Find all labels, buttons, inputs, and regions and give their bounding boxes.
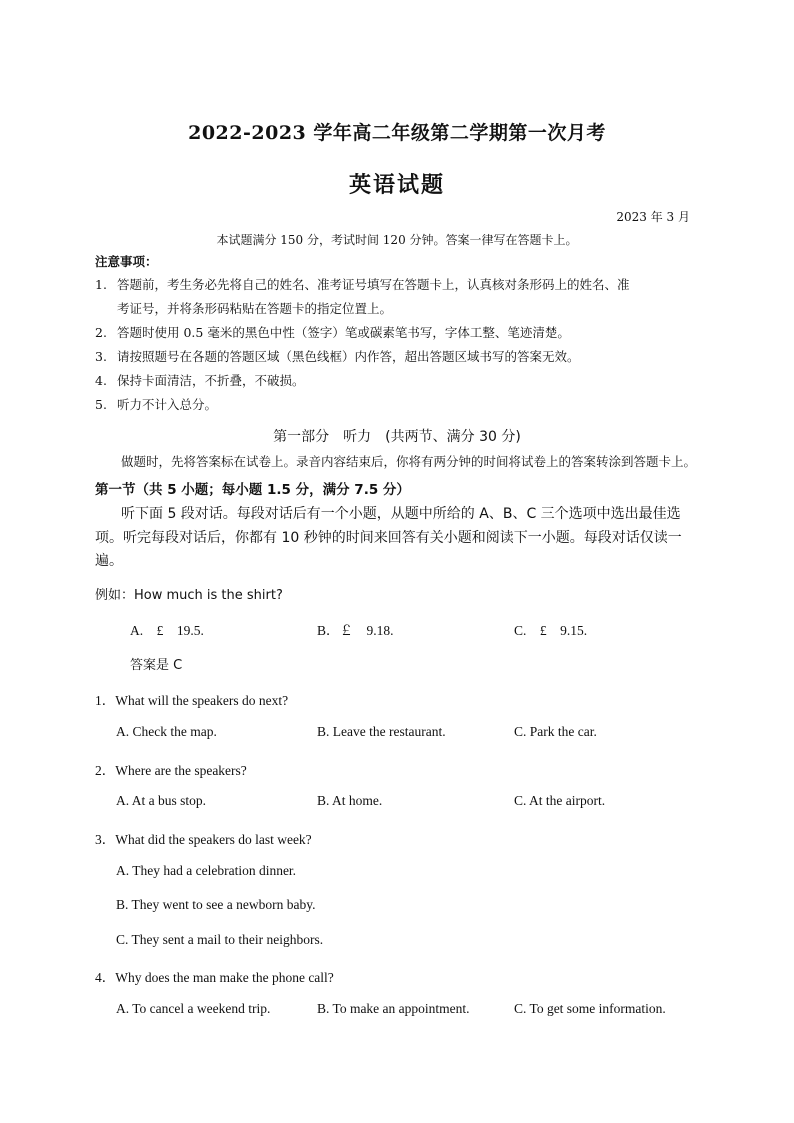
question-2-stem: 2．Where are the speakers? (95, 763, 247, 778)
note-text: 答题时使用 0.5 毫米的黑色中性（签字）笔或碳素笔书写，字体工整、笔迹清楚。 (117, 325, 570, 340)
question-2-option-a: A. At a bus stop. (116, 793, 207, 808)
example-question: 例如：How much is the shirt? (95, 588, 283, 603)
question-1-option-a: A. Check the map. (116, 724, 217, 739)
section1-instruction-line-2: 项。听完每段对话后，你都有 10 秒钟的时间来回答有关小题和阅读下一小题。每段对话仅读一 (95, 530, 682, 546)
part1-instruction: 做题时，先将答案标在试卷上。录音内容结束后，你将有两分钟的时间将试卷上的答案转涂到答题卡上。 (121, 454, 697, 469)
question-1-option-c: C. Park the car. (514, 724, 597, 739)
section1-instruction-line-1: 听下面 5 段对话。每段对话后有一个小题，从题中所给的 A、B、C 三个选项中选出最佳选 (121, 506, 681, 522)
example-option-b: B．￡ 9.18. (317, 623, 394, 638)
question-4-option-c: C. To get some information. (514, 1001, 666, 1016)
note-text: 答题前，考生务必先将自己的姓名、准考证号填写在答题卡上，认真核对条形码上的姓名、准 (117, 277, 630, 292)
note-item-4 (95, 371, 305, 389)
note-text: 请按照题号在各题的答题区域（黑色线框）内作答，超出答题区域书写的答案无效。 (117, 349, 580, 364)
question-4-option-a: A. To cancel a weekend trip. (116, 1001, 271, 1016)
part1-title: 第一部分 听力 (共两节、满分 30 分) (273, 429, 521, 445)
note-text: 保持卡面清洁，不折叠，不破损。 (117, 373, 305, 388)
note-number: 2. (95, 325, 107, 340)
question-1-stem: 1．What will the speakers do next? (95, 693, 289, 708)
note-number: 1. (95, 277, 107, 292)
question-3-option-c: C. They sent a mail to their neighbors. (116, 932, 324, 947)
example-option-c: C. £ 9.15. (514, 623, 588, 638)
example-answer: 答案是 C (130, 658, 183, 673)
note-item-1 (95, 275, 630, 293)
subject-title: 英语试题 (348, 172, 445, 198)
note-item-2 (95, 323, 570, 341)
note-number: 5. (95, 397, 107, 412)
note-item-5 (95, 395, 217, 413)
question-3-stem: 3．What did the speakers do last week? (95, 832, 312, 847)
exam-intro: 本试题满分 150 分，考试时间 120 分钟。答案一律写在答题卡上。 (216, 233, 578, 247)
exam-date: 2023 年 3 月 (616, 210, 690, 224)
question-3-option-a: A. They had a celebration dinner. (116, 863, 297, 878)
note-number: 4. (95, 373, 107, 388)
question-1-option-b: B. Leave the restaurant. (317, 724, 446, 739)
question-3-option-b: B. They went to see a newborn baby. (116, 897, 316, 912)
question-2-option-b: B. At home. (317, 793, 383, 808)
note-text: 听力不计入总分。 (117, 397, 218, 412)
section1-instruction-line-3: 遍。 (95, 553, 123, 569)
note-number: 3. (95, 349, 107, 364)
note-item-1-continued: 考证号，并将条形码粘贴在答题卡的指定位置上。 (117, 301, 393, 316)
notes-heading: 注意事项： (95, 254, 158, 269)
exam-title: 2022-2023 学年高二年级第二学期第一次月考 (188, 122, 606, 144)
note-item-3 (95, 347, 580, 365)
question-2-option-c: C. At the airport. (514, 793, 606, 808)
example-option-a: A. £ 19.5. (130, 623, 204, 638)
question-4-option-b: B. To make an appointment. (317, 1001, 470, 1016)
section1-title: 第一节（共 5 小题；每小题 1.5 分，满分 7.5 分） (95, 482, 410, 498)
question-4-stem: 4．Why does the man make the phone call? (95, 970, 334, 985)
